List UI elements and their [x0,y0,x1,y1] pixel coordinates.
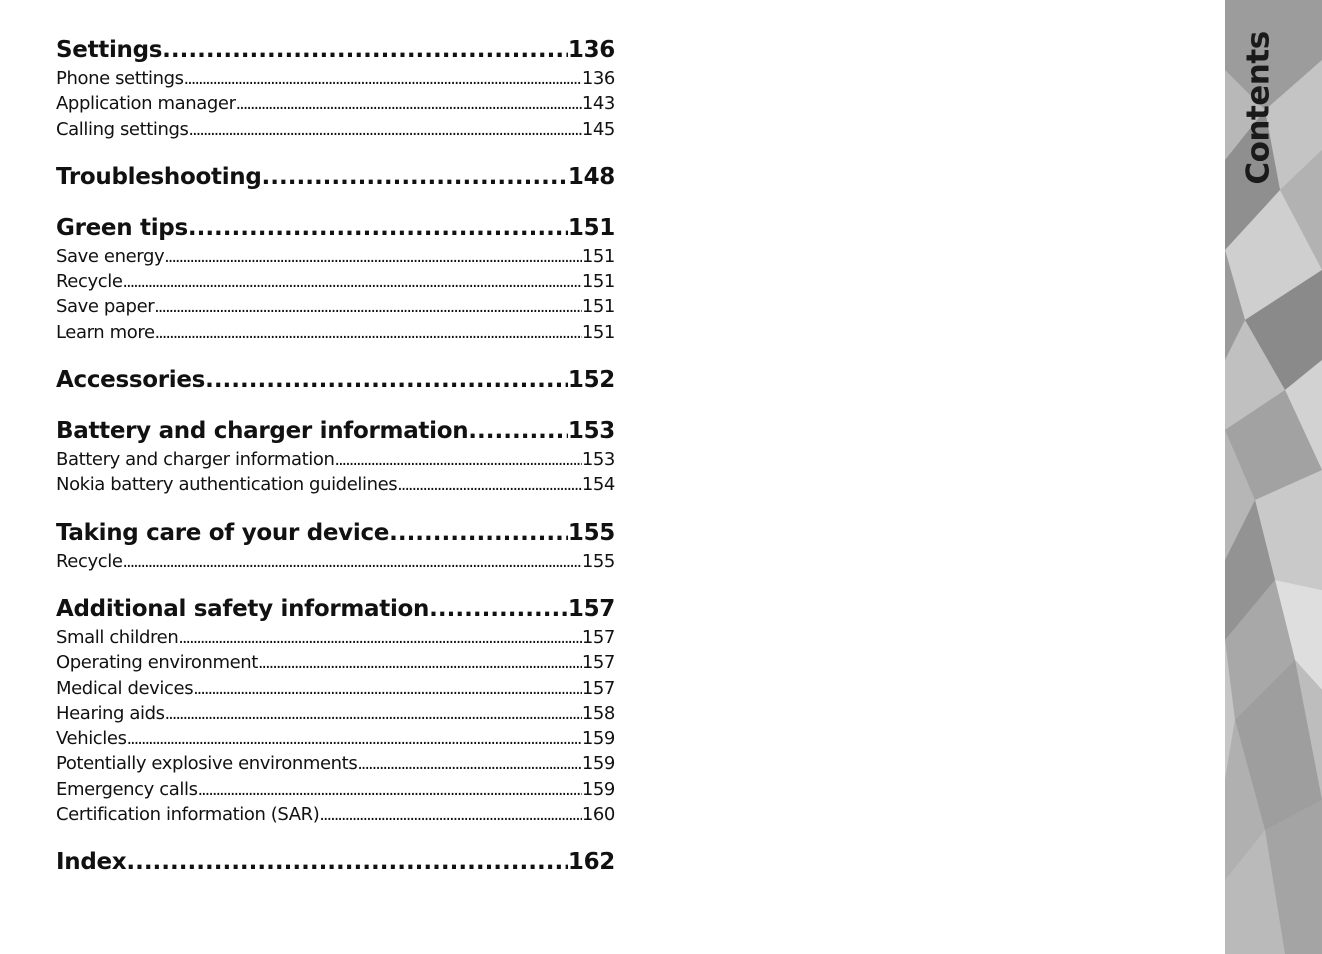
toc-heading-title: Troubleshooting [56,163,262,190]
toc-page-number: 145 [581,118,615,140]
dot-leader [127,727,582,751]
toc-page-number: 151 [581,296,615,318]
toc-page-number: 136 [581,68,615,89]
toc-page-number: 158 [581,702,615,724]
toc-item-title: Calling settings [56,118,189,140]
toc-page-number: 136 [567,37,615,63]
toc-section-green-tips [56,212,615,345]
toc-heading-title: Settings [56,37,163,63]
toc-section-safety [56,593,615,827]
toc-page-number: 157 [581,652,615,674]
toc-item-title: Nokia battery authentication guidelines [56,474,398,496]
dot-leader [126,846,568,878]
toc-page-number: 152 [567,367,615,394]
toc-page-number: 143 [581,93,615,115]
toc-item-title: Hearing aids [56,702,165,724]
dot-leader [193,677,582,701]
dot-leader [123,270,582,294]
toc-heading-green-tips[interactable] [56,212,615,244]
toc-heading-troubleshooting[interactable] [56,161,615,193]
toc-item[interactable] [56,701,615,726]
dot-leader [184,67,582,91]
toc-item-title: Recycle [56,271,123,293]
toc-section-troubleshooting [56,161,615,193]
toc-heading-device-care[interactable] [56,517,615,549]
dot-leader [162,34,568,66]
dot-leader [123,550,582,574]
side-tab [1225,0,1322,954]
toc-heading-title: Additional safety information [56,595,430,622]
toc-item-title: Battery and charger information [56,449,335,471]
toc-heading-title: Index [56,849,127,876]
toc-page-number: 151 [581,245,615,267]
toc-item-title: Medical devices [56,677,194,699]
toc-section-battery [56,415,615,498]
toc-item-title: Potentially explosive environments [56,753,358,775]
dot-leader [334,448,581,472]
toc-item-title: Save paper [56,296,155,318]
toc-item-title: Emergency calls [56,778,198,800]
toc-page-number: 157 [567,595,615,622]
dot-leader [189,118,582,142]
dot-leader [165,702,582,726]
dot-leader [397,473,582,497]
side-tab-label-text: Contents [1241,31,1277,185]
toc-item[interactable] [56,472,615,497]
dot-leader [205,364,568,396]
toc-heading-battery[interactable] [56,415,615,447]
toc-item[interactable] [56,726,615,751]
toc-item-title: Operating environment [56,652,258,674]
toc-page-number: 159 [581,778,615,800]
toc-section-device-care [56,517,615,574]
toc-item[interactable] [56,676,615,701]
toc-heading-title: Green tips [56,214,188,241]
toc-heading-index[interactable] [56,846,615,878]
toc-heading-settings[interactable] [56,34,615,66]
dot-leader [389,517,568,549]
toc-heading-title: Accessories [56,367,206,394]
toc-item[interactable] [56,802,615,827]
toc-heading-accessories[interactable] [56,364,615,396]
dot-leader [429,593,568,625]
table-of-contents [56,34,615,878]
toc-heading-title: Taking care of your device [56,519,390,546]
toc-item-title: Vehicles [56,728,127,750]
toc-item-title: Phone settings [56,68,184,89]
toc-item[interactable] [56,294,615,319]
dot-leader [258,651,582,675]
toc-item[interactable] [56,751,615,776]
dot-leader [262,161,568,193]
toc-item[interactable] [56,91,615,116]
toc-page-number: 155 [567,519,615,546]
dot-leader [164,245,582,269]
toc-item[interactable] [56,269,615,294]
toc-heading-safety[interactable] [56,593,615,625]
toc-section-accessories [56,364,615,396]
toc-page-number: 159 [581,728,615,750]
toc-page-number: 160 [581,804,615,826]
toc-page-number: 155 [581,550,615,572]
toc-item[interactable] [56,244,615,269]
toc-item[interactable] [56,447,615,472]
dot-leader [188,212,568,244]
toc-page-number: 157 [581,677,615,699]
toc-heading-title: Battery and charger information [56,418,469,445]
toc-page-number: 151 [581,271,615,293]
dot-leader [154,295,582,319]
toc-page-number: 151 [567,214,615,241]
toc-item-title: Learn more [56,321,155,343]
toc-item-title: Recycle [56,550,123,572]
dot-leader [357,752,582,776]
toc-item[interactable] [56,625,615,650]
toc-item-title: Small children [56,626,179,648]
dot-leader [236,92,582,116]
toc-item-title: Save energy [56,245,165,267]
toc-page-number: 153 [581,449,615,471]
toc-item-title: Application manager [56,93,236,115]
toc-item[interactable] [56,117,615,142]
toc-page-number: 153 [567,418,615,445]
side-tab-label [1239,31,1279,185]
toc-item-title: Certification information (SAR) [56,804,320,826]
toc-section-index [56,846,615,878]
toc-item[interactable] [56,66,615,91]
dot-leader [178,626,581,650]
toc-item[interactable] [56,650,615,675]
toc-section-settings [56,34,615,142]
toc-page-number: 157 [581,626,615,648]
toc-item[interactable] [56,549,615,574]
toc-page-number: 162 [567,849,615,876]
dot-leader [198,778,582,802]
toc-item[interactable] [56,777,615,802]
toc-page-number: 159 [581,753,615,775]
dot-leader [319,803,581,827]
dot-leader [155,321,582,345]
toc-item[interactable] [56,320,615,345]
toc-page-number: 151 [581,321,615,343]
toc-page-number: 148 [567,163,615,190]
dot-leader [468,415,568,447]
toc-page-number: 154 [581,474,615,496]
